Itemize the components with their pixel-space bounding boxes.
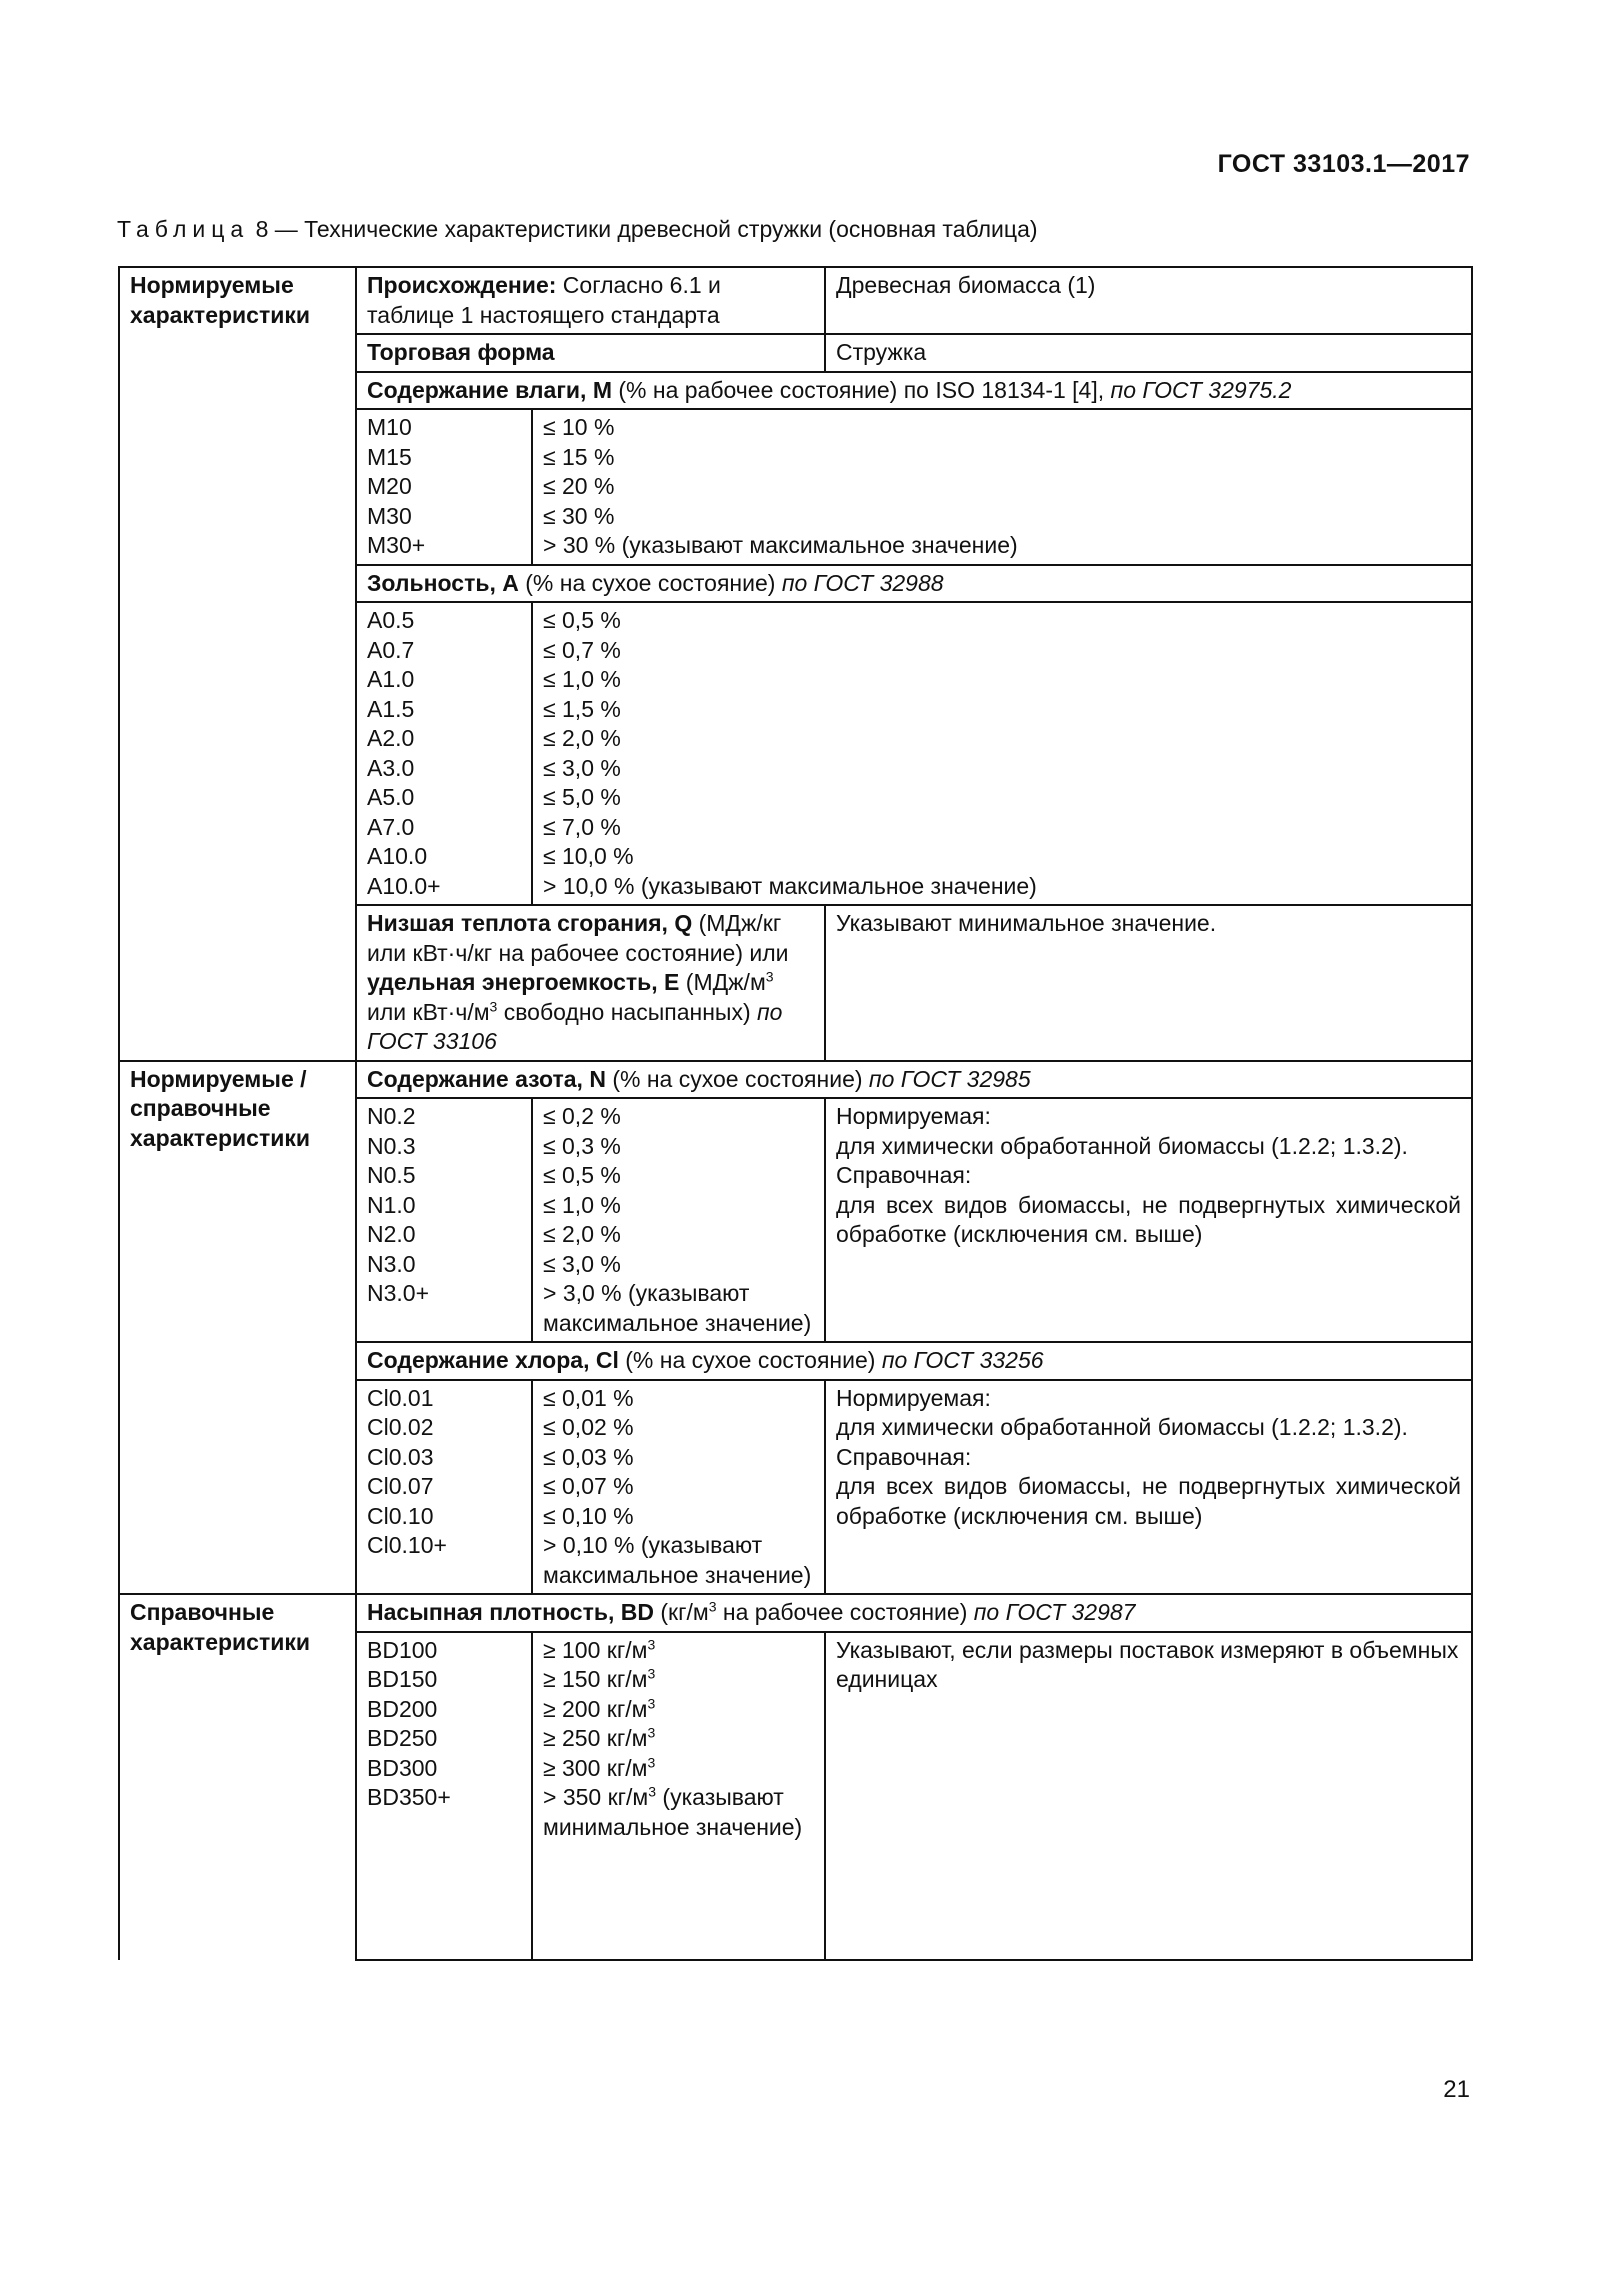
list-item: ≤ 1,5 % (543, 695, 621, 722)
list-item: N2.0 (367, 1221, 416, 1247)
caption-title: 8 — Технические характеристики древесной стружки (основная таблица) (249, 216, 1038, 242)
group-normative: Нормируемые характеристики (119, 267, 356, 1061)
list-item: ≤ 2,0 % (543, 1221, 621, 1247)
list-item: BD100 (367, 1636, 438, 1663)
list-item: A1.0 (367, 666, 415, 692)
list-item: ≤ 0,10 % (543, 1502, 634, 1529)
list-item: A2.0 (367, 725, 415, 751)
list-item: > 350 $кг/м^3$ (указывают минимальное значение) (543, 1783, 803, 1840)
list-item: > 10,0 % (указывают максимальное значение) (543, 872, 1037, 899)
list-item: ≤ 0,07 % (543, 1473, 634, 1499)
table-caption (117, 216, 1038, 243)
ash-title: Зольность, A (% на сухое состояние) по ГОСТ 32988 (356, 565, 1472, 603)
list-item: N0.3 (367, 1132, 416, 1159)
list-item: BD150 (367, 1666, 438, 1692)
list-item: Cl0.10 (367, 1502, 434, 1529)
ash-values (532, 602, 1472, 905)
list-item: ≤ 1,0 % (543, 1191, 621, 1218)
nitrogen-codes (356, 1098, 532, 1342)
list-item: ≤ 10,0 % (543, 843, 634, 869)
bulk-density-codes (356, 1632, 532, 1960)
list-item: Cl0.10+ (367, 1532, 447, 1558)
list-item: M30+ (367, 532, 426, 558)
list-item: M15 (367, 443, 412, 470)
caption-label: Таблица (117, 216, 250, 242)
page-number: 21 (1443, 2076, 1470, 2103)
list-item: N1.0 (367, 1191, 416, 1218)
list-item: M30 (367, 502, 412, 529)
group-reference: Справочные характеристики (119, 1594, 356, 1960)
list-item: Cl0.02 (367, 1414, 434, 1440)
list-item: N0.5 (367, 1162, 416, 1188)
trade-form-value: Стружка (825, 334, 1472, 372)
list-item: ≤ 3,0 % (543, 1250, 621, 1277)
list-item: ≥ 150 $кг/м^3$ (543, 1665, 656, 1692)
list-item: ≤ 0,2 % (543, 1103, 621, 1129)
list-item: Cl0.03 (367, 1443, 434, 1470)
table-row (119, 1594, 1472, 1632)
list-item: A10.0 (367, 843, 428, 869)
list-item: ≤ 7,0 % (543, 813, 621, 840)
list-item: ≤ 0,03 % (543, 1443, 634, 1470)
list-item: A7.0 (367, 813, 415, 840)
list-item: ≤ 0,5 % (543, 1162, 621, 1188)
chlorine-title: Содержание хлора, Cl (% на сухое состояние) по ГОСТ 33256 (356, 1342, 1472, 1380)
document-number: ГОСТ 33103.1—2017 (1217, 150, 1470, 178)
list-item: > 3,0 % (указывают максимальное значение) (543, 1280, 812, 1336)
nitrogen-values (532, 1098, 825, 1342)
list-item: ≤ 0,5 % (543, 607, 621, 633)
origin-value: Древесная биомасса (1) (825, 267, 1472, 334)
moisture-values (532, 409, 1472, 565)
list-item: ≤ 0,02 % (543, 1414, 634, 1440)
table-row (119, 1061, 1472, 1099)
list-item: BD200 (367, 1695, 438, 1722)
chlorine-codes (356, 1380, 532, 1595)
group-normative-reference: Нормируемые / справочные характеристики (119, 1061, 356, 1595)
list-item: ≤ 20 % (543, 473, 615, 499)
list-item: N3.0 (367, 1250, 416, 1277)
bulk-density-title: Насыпная плотность, BD ($кг/м^3$ на рабочее состояние) по ГОСТ 32987 (356, 1594, 1472, 1632)
bulk-density-note: Указывают, если размеры поставок измеряют в объемных единицах (825, 1632, 1472, 1960)
list-item: BD250 (367, 1725, 438, 1751)
list-item: M20 (367, 473, 412, 499)
ash-codes (356, 602, 532, 905)
list-item: > 0,10 % (указывают максимальное значение) (543, 1532, 812, 1588)
chlorine-note: Нормируемая: для химически обработанной биомассы (1.2.2; 1.3.2). Справочная: для всех видов биомассы, не подвергнутых химической обработке (исключения см. выше) (825, 1380, 1472, 1595)
list-item: ≤ 3,0 % (543, 754, 621, 781)
calorific-value: Указывают минимальное значение. (825, 905, 1472, 1061)
moisture-title: Содержание влаги, M (% на рабочее состояние) по ISO 18134-1 [4], по ГОСТ 32975.2 (356, 372, 1472, 410)
list-item: ≥ 100 $кг/м^3$ (543, 1635, 656, 1663)
list-item: > 30 % (указывают максимальное значение) (543, 532, 1018, 558)
nitrogen-note: Нормируемая: для химически обработанной биомассы (1.2.2; 1.3.2). Справочная: для всех видов биомассы, не подвергнутых химической обработке (исключения см. выше) (825, 1098, 1472, 1342)
characteristics-table (118, 266, 1473, 1961)
list-item: N3.0+ (367, 1280, 430, 1306)
list-item: Cl0.07 (367, 1473, 434, 1499)
list-item: ≥ 250 $кг/м^3$ (543, 1724, 656, 1751)
nitrogen-title: Содержание азота, N (% на сухое состояние) по ГОСТ 32985 (356, 1061, 1472, 1099)
origin-cell: Происхождение: Согласно 6.1 и таблице 1 настоящего стандарта (356, 267, 825, 334)
list-item: N0.2 (367, 1103, 416, 1129)
list-item: ≤ 10 % (543, 414, 615, 440)
table-row (119, 267, 1472, 334)
list-item: A10.0+ (367, 872, 441, 899)
trade-form-label: Торговая форма (356, 334, 825, 372)
bulk-density-values (532, 1632, 825, 1960)
list-item: ≤ 1,0 % (543, 666, 621, 692)
list-item: A0.7 (367, 636, 415, 663)
list-item: A1.5 (367, 695, 415, 722)
list-item: ≤ 0,3 % (543, 1132, 621, 1159)
calorific-cell: Низшая теплота сгорания, Q (МДж/кг или кВт·ч/кг на рабочее состояние) или удельная энергоемкость, E ($МДж/м^3$ или $кВт\cdot ч/м^3$ свободно насыпанных) по ГОСТ 33106 (356, 905, 825, 1061)
list-item: BD300 (367, 1754, 438, 1781)
list-item: A5.0 (367, 784, 415, 810)
list-item: Cl0.01 (367, 1384, 434, 1411)
list-item: ≤ 30 % (543, 502, 615, 529)
list-item: ≤ 15 % (543, 443, 615, 470)
list-item: A0.5 (367, 607, 415, 633)
list-item: ≤ 0,7 % (543, 636, 621, 663)
chlorine-values (532, 1380, 825, 1595)
list-item: M10 (367, 414, 412, 440)
moisture-codes (356, 409, 532, 565)
list-item: ≥ 300 $кг/м^3$ (543, 1753, 656, 1781)
list-item: A3.0 (367, 754, 415, 781)
list-item: BD350+ (367, 1784, 451, 1810)
list-item: ≤ 0,01 % (543, 1384, 634, 1411)
list-item: ≤ 5,0 % (543, 784, 621, 810)
list-item: ≥ 200 $кг/м^3$ (543, 1694, 656, 1722)
list-item: ≤ 2,0 % (543, 725, 621, 751)
